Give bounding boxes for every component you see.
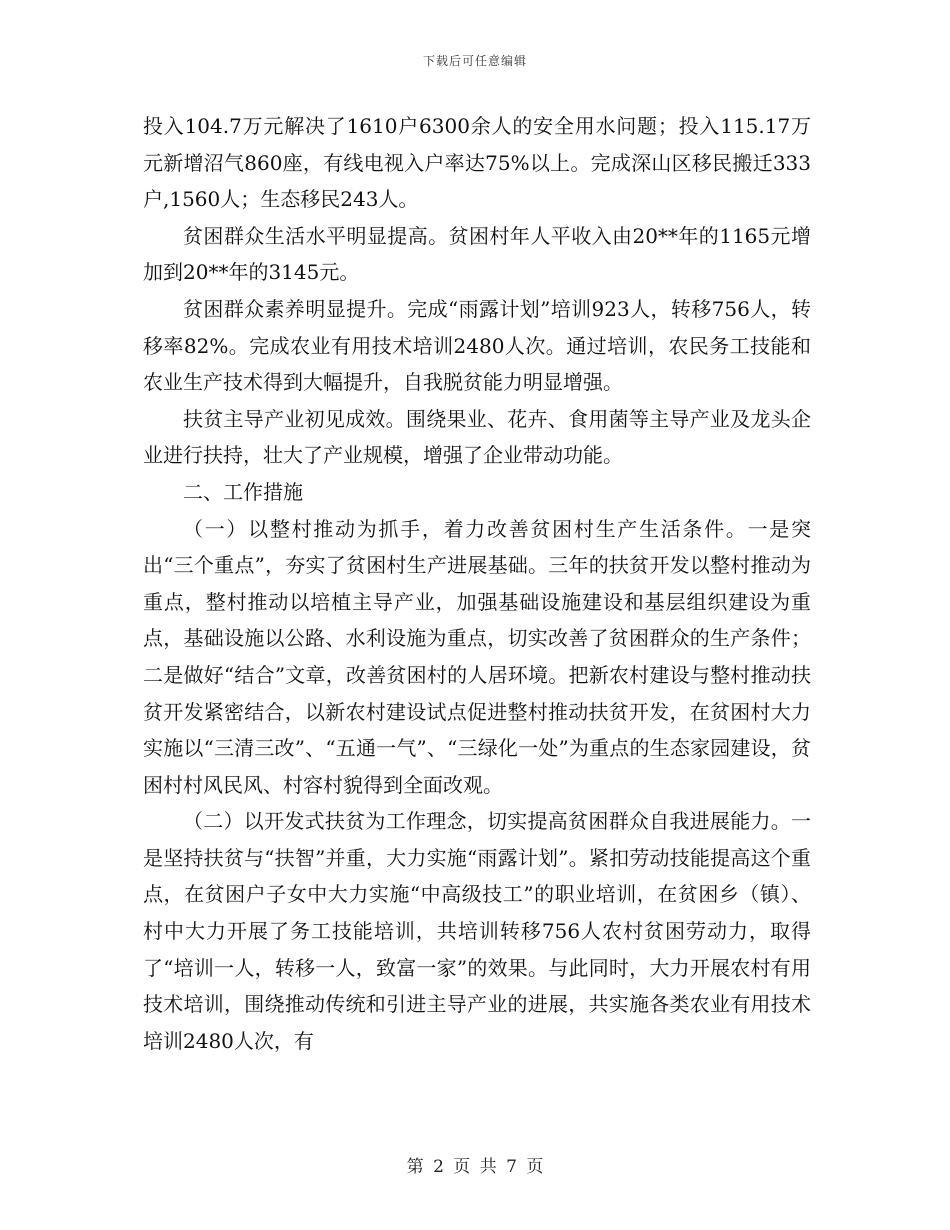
paragraph-1: 投入104.7万元解决了1610户6300余人的安全用水问题；投入115.17万元新增沼气860座，有线电视入户率达75%以上。完成深山区移民搬迁333户,1560人；生态移民243人。 (143, 114, 811, 212)
paragraph-3: 贫困群众素养明显提升。完成“雨露计划”培训923人，转移756人，转移率82%。完成农业有用技术培训2480人次。通过培训，农民务工技能和农业生产技术得到大幅提升，自我脱贫能力明显增强。 (143, 296, 811, 395)
page-header: 下载后可任意编辑 (422, 54, 527, 68)
paragraph-5: （一）以整村推动为抓手，着力改善贫困村生产生活条件。一是突出“三个重点”，夯实了贫困村生产进展基础。三年的扶贫开发以整村推动为重点，整村推动以培植主导产业，加强基础设施建设和基层组织建设为重点，基础设施以公路、水利设施为重点，切实改善了贫困群众的生产条件；二是做好“结合”文章，改善贫困村的人居环境。把新农村建设与整村推动扶贫开发紧密结合，以新农村建设试点促进整村推动扶贫开发，在贫困村大力实施以“三清三改”、“五通一气”、“三绿化一处”为重点的生态家园建设，贫困村村风民风、村容村貌得到全面改观。 (143, 516, 811, 797)
paragraph-4: 扶贫主导产业初见成效。围绕果业、花卉、食用菌等主导产业及龙头企业进行扶持，壮大了产业规模，增强了企业带动功能。 (143, 406, 811, 468)
paragraph-6: （二）以开发式扶贫为工作理念，切实提高贫困群众自我进展能力。一是坚持扶贫与“扶智”并重，大力实施“雨露计划”。紧扣劳动技能提高这个重点，在贫困户子女中大力实施“中高级技工”的职业培训，在贫困乡（镇）、村中大力开展了务工技能培训，共培训转移756人农村贫困劳动力，取得了“培训一人，转移一人，致富一家”的效果。与此同时，大力开展农村有用技术培训，围绕推动传统和引进主导产业的进展，共实施各类农业有用技术培训2480人次，有 (143, 809, 811, 1053)
page-footer: 第 2 页 共 7 页 (406, 1157, 544, 1177)
document-body (143, 108, 811, 1059)
paragraph-2: 贫困群众生活水平明显提高。贫困村年人平收入由20**年的1165元增加到20**年的3145元。 (143, 223, 811, 285)
section-heading: 二、工作措施 (183, 479, 303, 504)
